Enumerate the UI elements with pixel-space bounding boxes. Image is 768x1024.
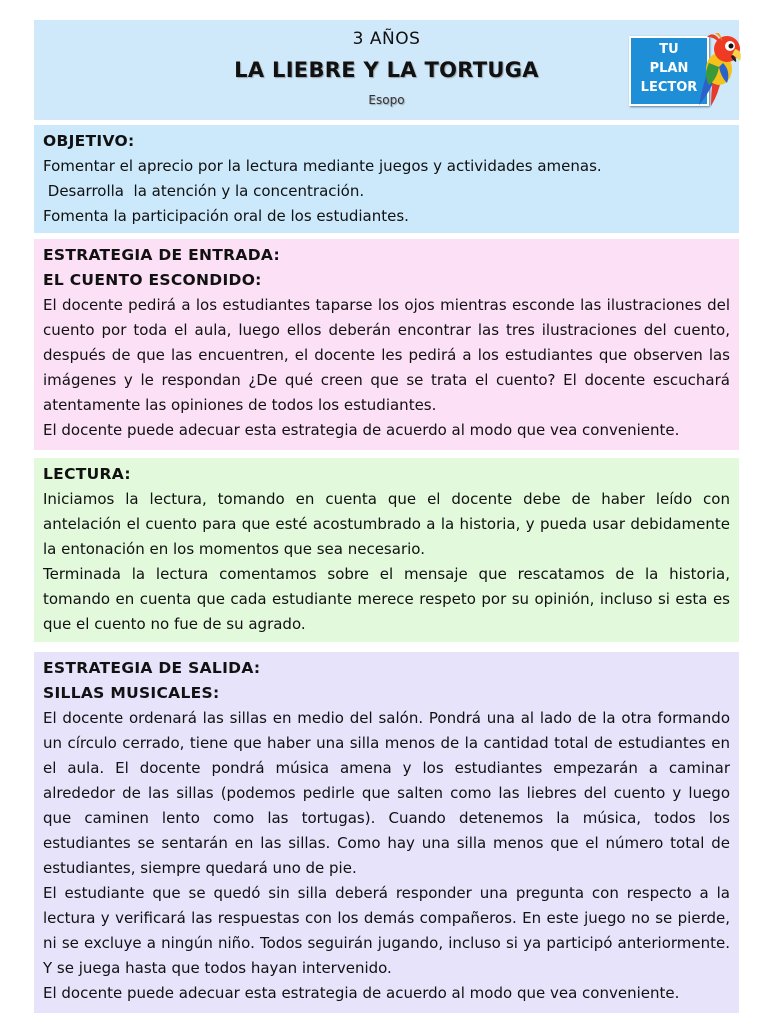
objetivo-section (34, 125, 739, 233)
tu-plan-lector-logo (629, 33, 742, 106)
salida-heading: ESTRATEGIA DE SALIDA: (43, 659, 261, 677)
logo-line-2: PLAN (649, 61, 689, 76)
entrada-section (34, 239, 739, 450)
salida-closing: El docente puede adecuar esta estrategia de acuerdo al modo que vea conveniente. (43, 984, 680, 1002)
story-author: Esopo (368, 93, 405, 107)
header-box (34, 20, 739, 120)
entrada-heading: ESTRATEGIA DE ENTRADA: (43, 246, 280, 264)
entrada-closing: El docente puede adecuar esta estrategia de acuerdo al modo que vea conveniente. (43, 421, 680, 439)
grade-level: 3 AÑOS (352, 29, 421, 49)
salida-paragraph-2: El estudiante que se quedó sin silla deberá responder una pregunta con respecto a la lectura y verificará las respuestas con los demás compañeros. En este juego no se pierde, ni se excluye a ningún niño. Todos seguirán jugando, incluso si ya participó anteriormente. Y se juega hasta que todos hayan intervenido. (43, 884, 730, 977)
objetivo-line-1: Fomentar el aprecio por la lectura mediante juegos y actividades amenas. (43, 157, 602, 175)
salida-paragraph-1: El docente ordenará las sillas en medio del salón. Pondrá una al lado de la otra formando un círculo cerrado, tiene que haber una silla menos de la cantidad total de estudiantes en el aula. El docente pondrá música amena y los estudiantes empezarán a caminar alrededor de las sillas (podemos pedirle que salten como las liebres del cuento y luego que caminen lento como las tortugas). Cuando detenemos la música, todos los estudiantes se sentarán en las sillas. Como hay una silla menos que el número total de estudiantes, siempre quedará uno de pie. (43, 709, 730, 877)
salida-subheading: SILLAS MUSICALES: (43, 684, 220, 702)
lectura-section (34, 458, 739, 642)
objetivo-line-3: Fomenta la participación oral de los estudiantes. (43, 207, 409, 225)
logo-line-1: TU (659, 42, 679, 57)
lectura-heading: LECTURA: (43, 465, 131, 483)
lectura-paragraph-1: Iniciamos la lectura, tomando en cuenta que el docente debe de haber leído con antelación el cuento para que esté acostumbrado a la historia, y pueda usar debidamente la entonación en los momentos que sea necesario. (43, 490, 730, 558)
parrot-icon (697, 33, 742, 106)
entrada-paragraph: El docente pedirá a los estudiantes taparse los ojos mientras esconde las ilustraciones del cuento por toda el aula, luego ellos deberán encontrar las tres ilustraciones del cuento, después de que las encuentren, el docente les pedirá a los estudiantes que observen las imágenes y le respondan ¿De qué creen que se trata el cuento? El docente escuchará atentamente las opiniones de todos los estudiantes. (43, 296, 730, 414)
objetivo-line-2: Desarrolla la atención y la concentración. (43, 182, 365, 200)
story-title: LA LIEBRE Y LA TORTUGA (234, 58, 539, 82)
logo-line-3: LECTOR (640, 80, 698, 95)
objetivo-heading: OBJETIVO: (43, 132, 135, 150)
lectura-paragraph-2: Terminada la lectura comentamos sobre el mensaje que rescatamos de la historia, tomando en cuenta que cada estudiante merece respeto por su opinión, incluso si esta es que el cuento no fue de su agrado. (43, 565, 730, 633)
salida-section (34, 652, 739, 1013)
entrada-subheading: EL CUENTO ESCONDIDO: (43, 271, 262, 289)
